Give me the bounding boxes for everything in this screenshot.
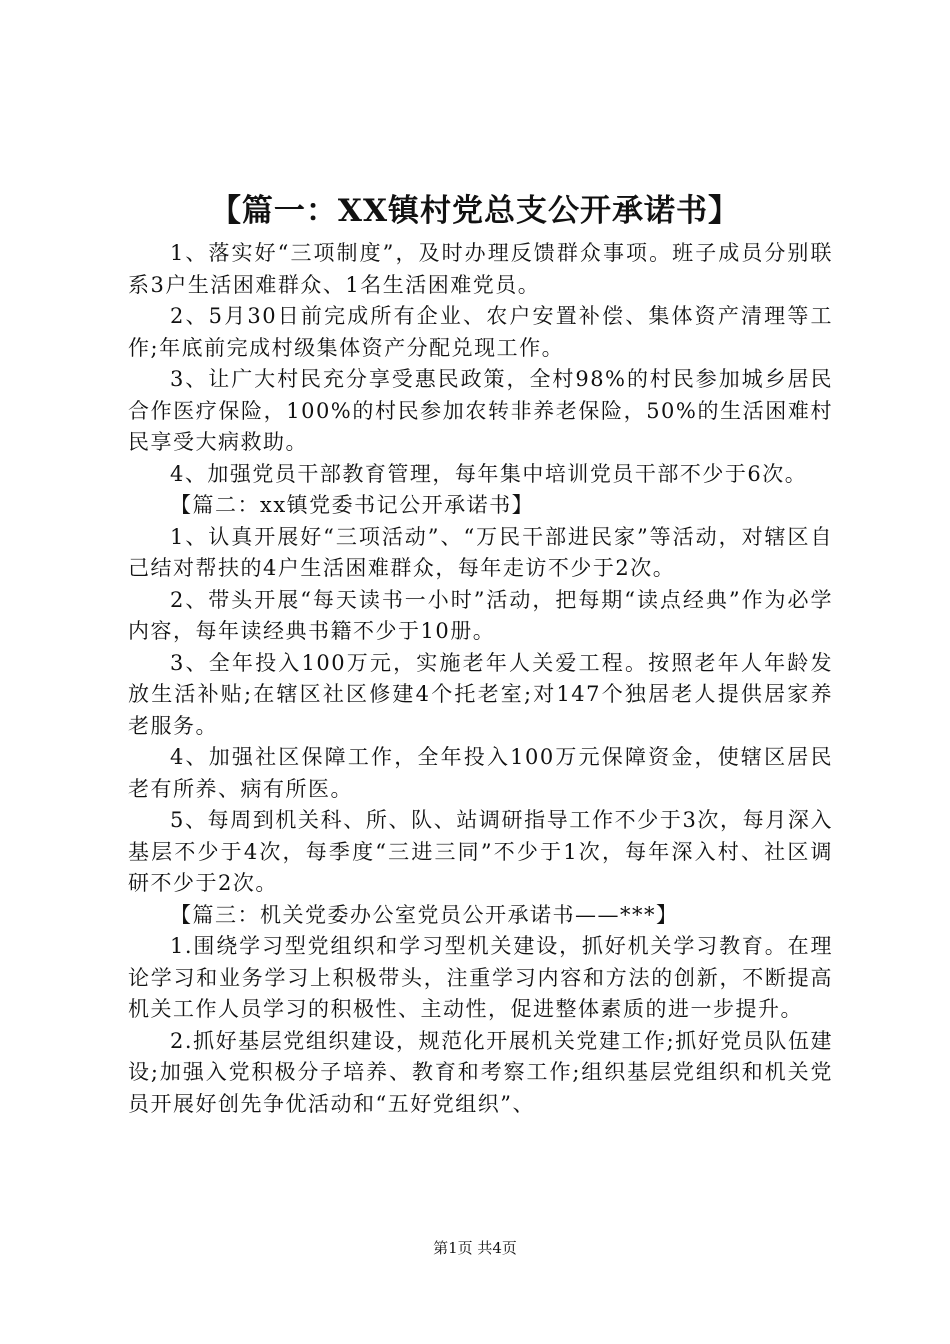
paragraph-2-3: 3、全年投入100万元，实施老年人关爱工程。按照老年人年龄发放生活补贴;在辖区社区修建4个托老室;对147个独居老人提供居家养老服务。 — [128, 650, 833, 738]
paragraph-3-1: 1.围绕学习型党组织和学习型机关建设，抓好机关学习教育。在理论学习和业务学习上积极带头，注重学习内容和方法的创新，不断提高机关工作人员学习的积极性、主动性，促进整体素质的进一步提升。 — [128, 934, 833, 1021]
document-title: 【篇一：XX镇村党总支公开承诺书】 — [209, 193, 741, 229]
paragraph-1-4: 4、加强党员干部教育管理，每年集中培训党员干部不少于6次。 — [170, 461, 808, 486]
paragraph-2-1: 1、认真开展好“三项活动”、“万民干部进民家”等活动，对辖区自己结对帮扶的4户生活困难群众，每年走访不少于2次。 — [128, 524, 833, 580]
paragraph-2-2: 2、带头开展“每天读书一小时”活动，把每期“读点经典”作为必学内容，每年读经典书籍不少于10册。 — [128, 587, 833, 643]
section-heading-3: 【篇三：机关党委办公室党员公开承诺书——***】 — [170, 902, 679, 927]
paragraph-1-3: 3、让广大村民充分享受惠民政策，全村98%的村民参加城乡居民合作医疗保险，100%的村民参加农转非养老保险，50%的生活困难村民享受大病救助。 — [128, 367, 833, 454]
document-body — [128, 238, 833, 1120]
page-footer: 第1页 共4页 — [433, 1239, 517, 1257]
paragraph-1-1: 1、落实好“三项制度”，及时办理反馈群众事项。班子成员分别联系3户生活困难群众、1名生活困难党员。 — [128, 241, 833, 297]
paragraph-3-2: 2.抓好基层党组织建设，规范化开展机关党建工作;抓好党员队伍建设;加强入党积极分子培养、教育和考察工作;组织基层党组织和机关党员开展好创先争优活动和“五好党组织”、 — [128, 1028, 833, 1116]
section-heading-2: 【篇二：xx镇党委书记公开承诺书】 — [170, 493, 535, 517]
paragraph-1-2: 2、5月30日前完成所有企业、农户安置补偿、集体资产清理等工作;年底前完成村级集体资产分配兑现工作。 — [128, 304, 833, 360]
paragraph-2-5: 5、每周到机关科、所、队、站调研指导工作不少于3次，每月深入基层不少于4次，每季度“三进三同”不少于1次，每年深入村、社区调研不少于2次。 — [128, 808, 833, 895]
paragraph-2-4: 4、加强社区保障工作，全年投入100万元保障资金，使辖区居民老有所养、病有所医。 — [128, 745, 833, 801]
